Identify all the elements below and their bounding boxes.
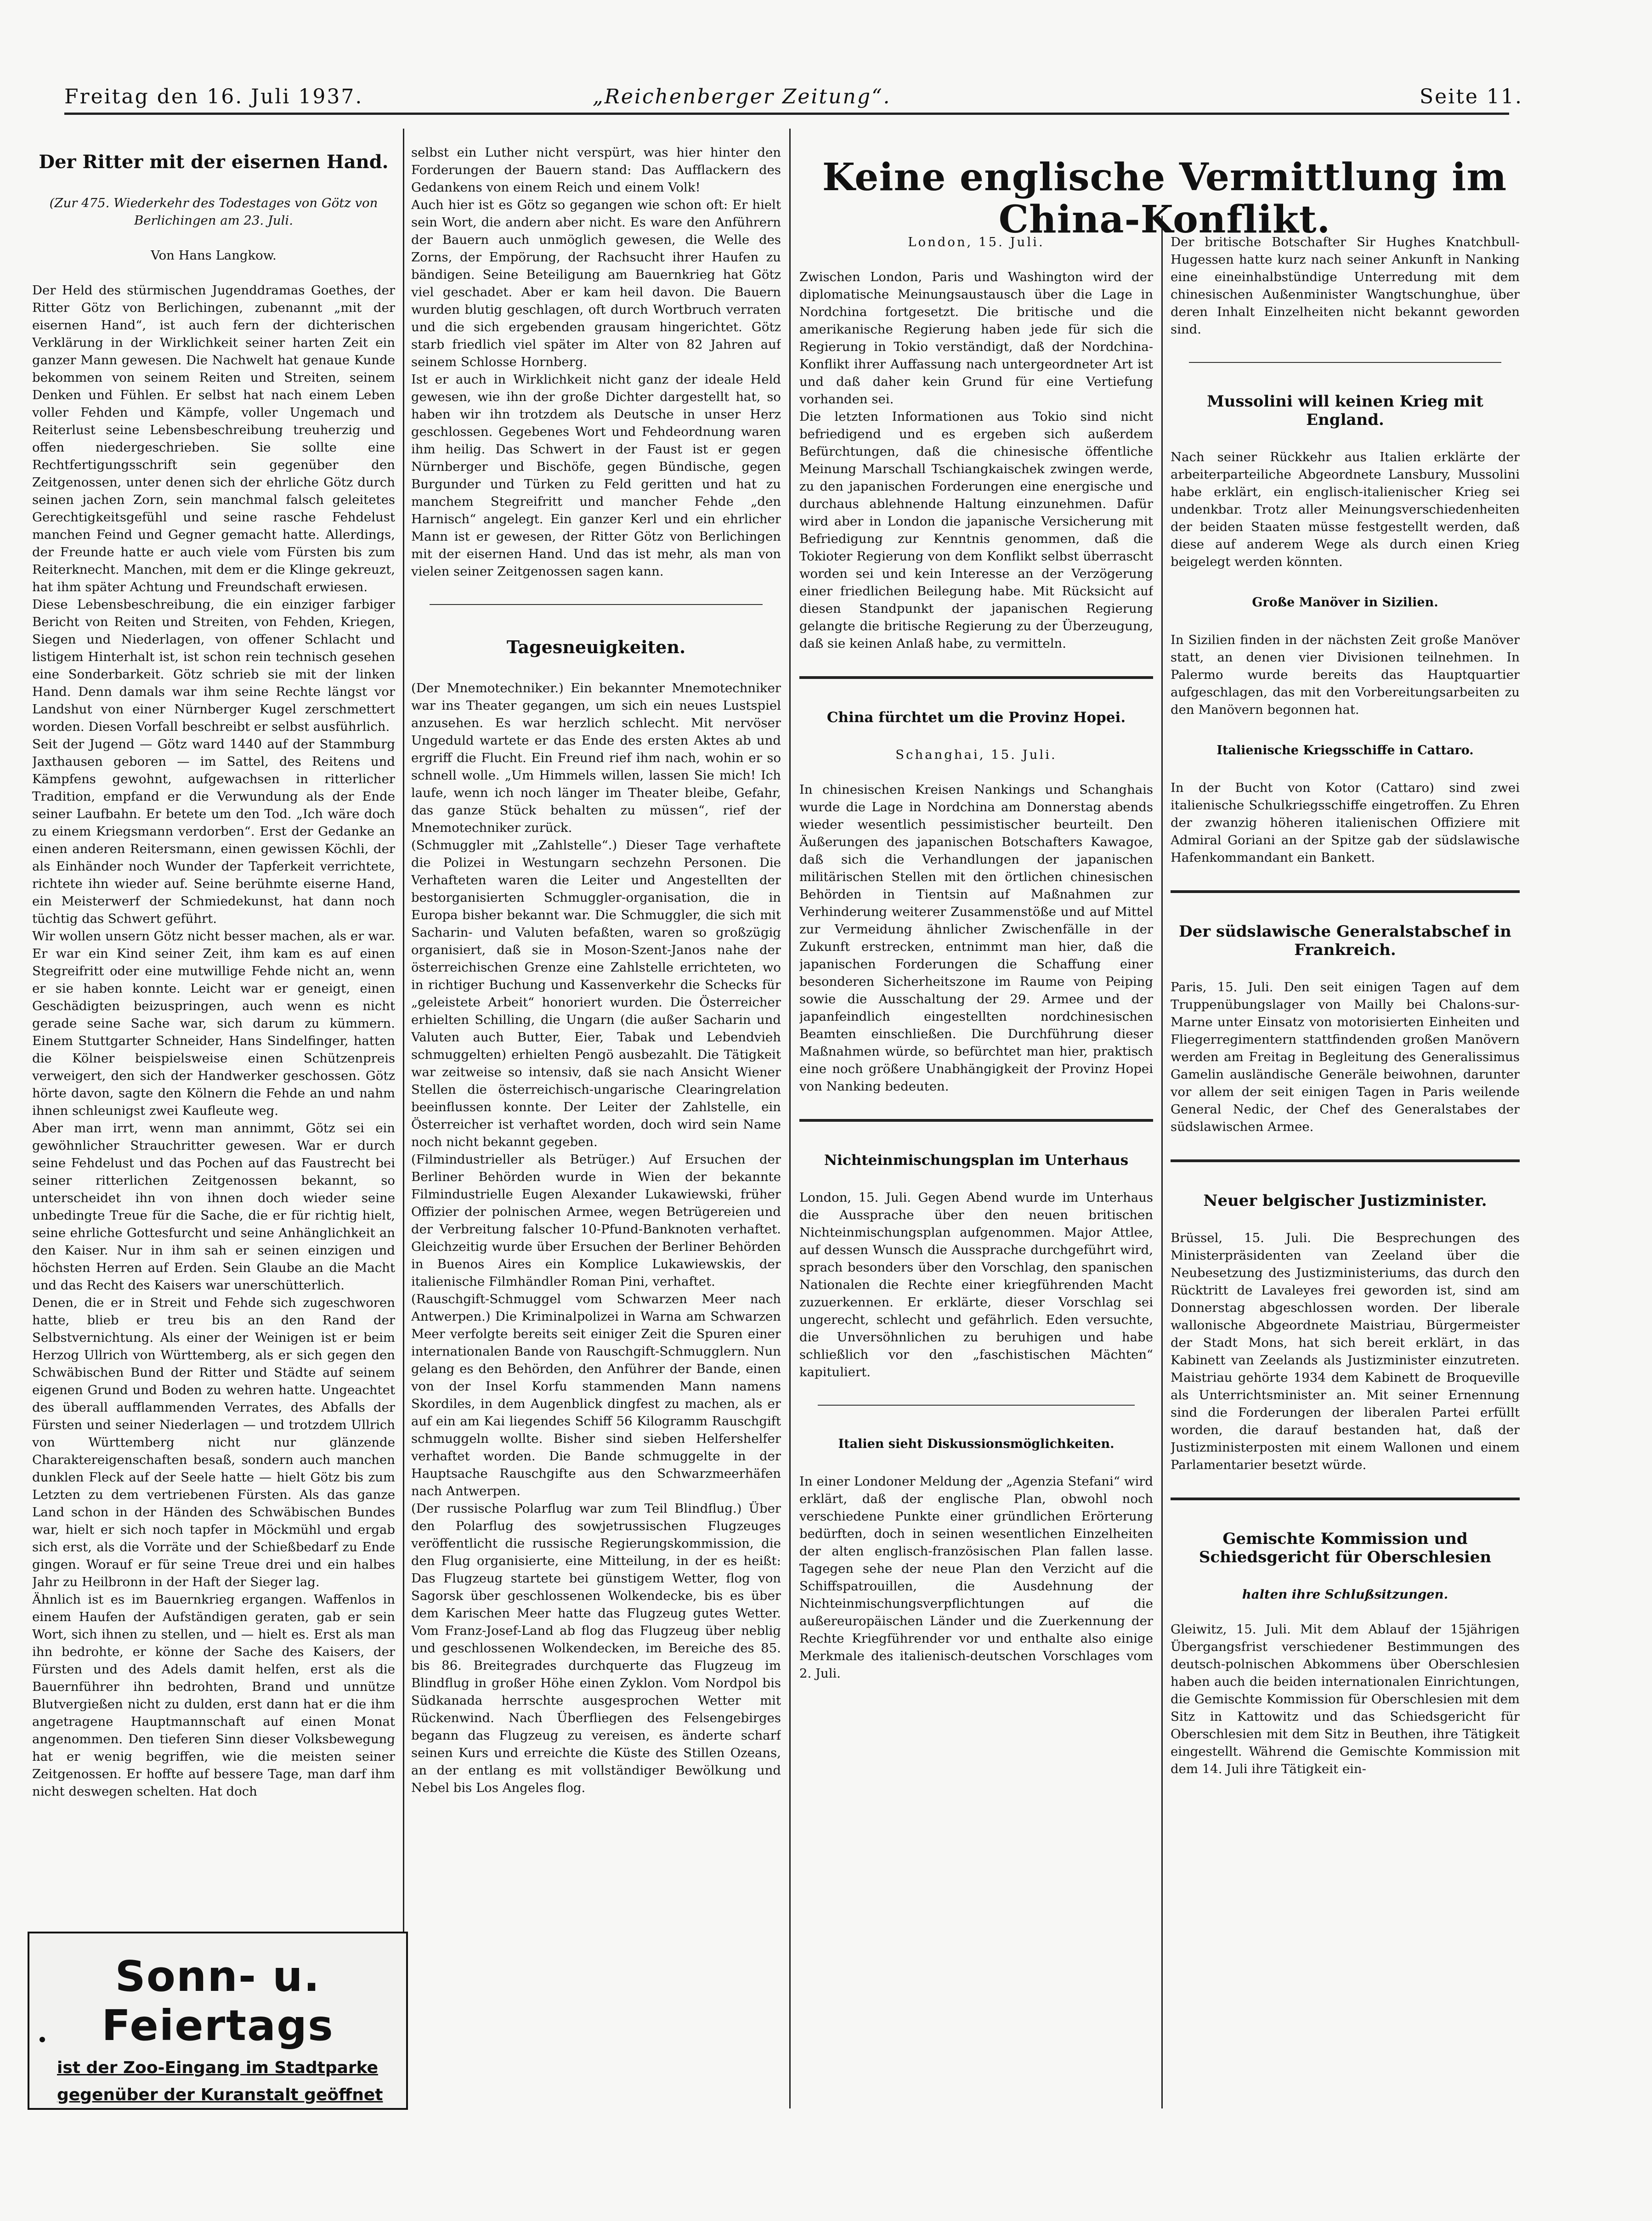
article-title: Italien sieht Diskussionsmöglichkeiten. xyxy=(838,1437,1115,1451)
divider xyxy=(818,1405,1135,1406)
divider xyxy=(799,1119,1153,1122)
article-title: Der südslawische Generalstabschef in Frankreich. xyxy=(1179,922,1511,959)
divider xyxy=(1171,890,1520,893)
header-rule xyxy=(64,113,1509,115)
article-body: In chinesischen Kreisen Nankings und Schanghais wurde die Lage in Nordchina am Donnerstag abends wieder wesentlich pessimistischer beurteilt. Den Äußerungen des japanischen Botschafters Kawagoe, daß sich die Verhandlungen der japanischen militärischen Stellen mit den örtlichen chinesischen Behörden in Tientsin auf Maßnahmen zur Verhinderung weiterer Zusammenstöße und auf Mittel zur Vermeidung ähnlicher Zwischenfälle in der Zukunft erstrecken, entnimmt man hier, daß die japanischen Forderungen die Schaffung einer besonderen Sicherheitszone im Raume von Peiping sowie die Ausschaltung der 29. Armee und der japanfeindlich eingestellten nordchinesischen Beamten einschließen. Die Durchführung dieser Maßnahmen würde, so befürchtet man hier, praktisch eine noch größere Unabhängigkeit der Provinz Hopei von Nanking bedeuten. xyxy=(799,782,1153,1094)
article-title: Gemischte Kommission und Schiedsgericht für Oberschlesien xyxy=(1199,1530,1492,1566)
article-body: In der Bucht von Kotor (Cattaro) sind zwei italienische Schulkriegsschiffe eingetroffen. Zu Ehren der zwanzig höheren italienischen Offiziere mit Admiral Goriani an der Spitze gab der südslawische Hafenkommandant ein Bankett. xyxy=(1171,780,1520,865)
article-subtitle: halten ihre Schlußsitzungen. xyxy=(1242,1587,1448,1602)
ad-line-1: ist der Zoo-Eingang im Stadtparke xyxy=(57,2058,379,2077)
column-4 xyxy=(1171,216,1520,2106)
divider xyxy=(1189,362,1501,363)
article-subtitle: (Zur 475. Wiederkehr des Todestages von Götz von Berlichingen am 23. Juli. xyxy=(49,196,378,228)
divider xyxy=(799,676,1153,679)
divider xyxy=(430,604,763,605)
column-3 xyxy=(799,216,1153,2106)
ad-title: Sonn- u. Feiertags xyxy=(102,1952,334,2050)
news-items: (Der Mnemotechniker.) Ein bekannter Mnemotechniker war ins Theater gegangen, um sich ein neues Lustspiel anzusehen. Es war herzlich schlecht. Mit nervöser Ungeduld wartete er das Ende des ersten Aktes ab und ergriff die Flucht. Ein Freund rief ihm nach, wohin er so schnell wolle. „Um Himmels willen, lassen Sie mich! Ich laufe, wenn ich noch länger im Theater bleibe, Gefahr, das ganze Stück behalten zu müssen“, rief der Mnemotechniker zurück. (Schmuggler mit „Zahlstelle“.) Dieser Tage verhaftete die Polizei in Westungarn sechzehn Personen. Die Verhafteten waren die Leiter und Angestellten der bestorganisierten Schmuggler-organisation, die in Europa bisher bekannt war. Die Schmuggler, die sich mit Sacharin- und Valuten befaßten, waren so großzügig organisiert, daß sie in Moson-Szent-Janos nahe der österreichischen Grenze eine Zahlstelle errichteten, wo in richtiger Buchung und Kassenverkehr die Schecks für „geleistete Arbeit“ honoriert wurden. Die Österreicher erhielten Schilling, die Ungarn (die außer Sacharin und Valuten auch Butter, Eier, Tabak und Lebendvieh schmuggelten) erhielten Pengö ausbezahlt. Die Tätigkeit war zeitweise so intensiv, daß sie nach Ansicht Wiener Stellen die österreichisch-ungarische Clearingrelation beeinflussen konnte. Der Leiter der Zahlstelle, ein Österreicher ist verhaftet worden, doch wird sein Name noch nicht bekannt gegeben. (Filmindustrieller als Betrüger.) Auf Ersuchen der Berliner Behörden wurde in Wien der bekannte Filmindustrielle Eugen Alexander Lukawiewski, früher Offizier der polnischen Armee, wegen Betrügereien und der Verbreitung falscher 10-Pfund-Banknoten verhaftet. Gleichzeitig wurde über Ersuchen der Berliner Behörden in Buenos Aires ein Komplice Lukawiewskis, der italienische Filmhändler Roman Pini, verhaftet. (Rauschgift-Schmuggel vom Schwarzen Meer nach Antwerpen.) Die Kriminalpolizei in Warna am Schwarzen Meer verfolgte bereits seit einiger Zeit die Spuren einer internationalen Bande von Rauschgift-Schmugglern. Nun gelang es den Behörden, den Anführer der Bande, einen von der Insel Korfu stammenden Mann namens Skordiles, in dem Augenblick dingfest zu machen, als er auf ein am Kai liegendes Schiff 56 Kilogramm Rauschgift schmuggeln wollte. Bisher sind sieben Helfershelfer verhaftet worden. Die Bande schmuggelte in der Hauptsache Rauschgifte aus den Schwarzmeerhäfen nach Antwerpen. (Der russische Polarflug war zum Teil Blindflug.) Über den Polarflug des sowjetrussischen Flugzeuges veröffentlicht die russische Regierungskommission, die den Flug organisierte, eine Mitteilung, in der es heißt: Das Flugzeug startete bei günstigem Wetter, flog von Sagorsk über geschlossenen Wolkendecke, bis es über dem Karischen Meer hatte das Flugzeug gutes Wetter. Vom Franz-Josef-Land ab flog das Flugzeug über neblig und geschlossenen Wolkendecken, im Bereiche des 85. bis 86. Breitegrades durchquerte das Flugzeug im Blindflug in großer Höhe einen Zyklon. Vom Nordpol bis Südkanada herrschte ausgesprochen Wetter mit Rückenwind. Nach Überfliegen des Felsengebirges begann das Flugzeug zu vereisen, es änderte scharf seinen Kurs und erreichte die Küste des Stillen Ozeans, an der entlang es mit vollständiger Bewölkung und Nebel bis Los Angeles flog. xyxy=(411,681,781,1795)
column-2 xyxy=(411,126,781,2106)
article-body: London, 15. Juli. Gegen Abend wurde im Unterhaus die Aussprache über den neuen britischen Nichteinmischungsplan aufgenommen. Major Attlee, auf dessen Wunsch die Aussprache durchgeführt wird, sprach besonders über den Vorschlag, den spanischen Nationalen die Rechte einer kriegführenden Macht zuzuerkennen. Er erklärte, dieser Vorschlag sei ungerecht, schlecht und gefährlich. Eden versuchte, die Unversöhnlichen zu beruhigen und habe schließlich vor den „faschistischen Mächten“ kapituliert. xyxy=(799,1190,1153,1379)
divider xyxy=(1171,1159,1520,1162)
article-body: Zwischen London, Paris und Washington wird der diplomatische Meinungsaustausch über die Lage in Nordchina fortgesetzt. Die britische und die amerikanische Regierung haben jede für sich die Regierung in Tokio verständigt, daß der Nordchina-Konflikt ihrer Auffassung nach untergeordneter Art ist und daß daher kein Grund für eine Vertiefung vorhanden sei. Die letzten Informationen aus Tokio sind nicht befriedigend und es ergeben sich außerdem Befürchtungen, daß die chinesische öffentliche Meinung Marschall Tschiangkaischek zwingen werde, zu den japanischen Forderungen eine energische und durchaus ablehnende Haltung einzunehmen. Dafür wird aber in London die japanische Versicherung mit Befriedigung zur Kenntnis genommen, daß die Tokioter Regierung von dem Konflikt selbst überrascht worden sei und kein Interesse an der Verzögerung einer friedlichen Beilegung habe. Mit Rücksicht auf diesen Standpunkt der japanischen Regierung gelangte die britische Regierung zu der Überzeugung, daß sie keinen Anlaß habe, zu vermitteln. xyxy=(799,270,1153,651)
bullet-icon xyxy=(40,2037,45,2042)
article-body: Der Held des stürmischen Jugenddramas Goethes, der Ritter Götz von Berlichingen, zubenannt „mit der eisernen Hand“, ist auch fern der dichterischen Verklärung in der Wirklichkeit seiner harten Zeit ein ganzer Mann gewesen. Die Nachwelt hat genaue Kunde bekommen von seinem Reiten und Streiten, seinem Denken und Fühlen. Er selbst hat nach einem Leben voller Fehden und Kämpfe, voller Ungemach und Reiterlust seine Lebensbeschreibung treuherzig und offen niedergeschrieben. Sie sollte eine Rechtfertigungsschrift sein gegenüber den Zeitgenossen, unter denen sich der ehrliche Götz durch seinen jachen Zorn, sein manchmal falsch geleitetes Gerechtigkeitsgefühl und seine rasche Fehdelust manchen Feind und Gegner gemacht hatte. Allerdings, der Freunde hatte er auch viele vom Fürsten bis zum Reiterknecht. Manchen, mit dem er die Klinge gekreuzt, hat ihm später Achtung und Freundschaft erwiesen. Diese Lebensbeschreibung, die ein einziger farbiger Bericht von Reiten und Streiten, von Fehden, Kriegen, Siegen und Niederlagen, von offener Schlacht und listigem Hinterhalt ist, ist schon rein technisch gesehen eine Sonderbarkeit. Götz schrieb sie mit der linken Hand. Denn damals war ihm seine Rechte längst vor Landshut von einer Nürnberger Kugel zerschmettert worden. Diesen Vorfall beschreibt er selbst ausführlich. Seit der Jugend — Götz ward 1440 auf der Stammburg Jaxthausen geboren — im Sattel, des Reitens und Kämpfens gewohnt, aufgewachsen in ritterlicher Tradition, empfand er die Verwundung als der Ende seiner Laufbahn. Er betete um den Tod. „Ich wäre doch zu einem Kriegsmann verdorben“. Erst der Gedanke an einen anderen Reitersmann, einen gewissen Köchli, der als Einhänder noch Wunder der Tapferkeit verrichtete, richtete ihn wieder auf. Seine berühmte eiserne Hand, ein Meisterwerf der Schmiedekunst, hat dann noch tüchtig das Schwert geführt. Wir wollen unsern Götz nicht besser machen, als er war. Er war ein Kind seiner Zeit, ihm kam es auf einen Stegreifritt oder eine mutwillige Fehde nicht an, wenn er sie haben konnte. Leicht war er geneigt, einen Geschädigten beizuspringen, auch wenn es nicht gerade seine Sache war, sich darum zu kümmern. Einem Stuttgarter Schneider, Hans Sindelfinger, hatten die Kölner beispielsweise einen Schützenpreis verweigert, den sich der Handwerker geschossen. Götz hörte davon, sagte den Kölnern die Fehde an und nahm ihnen schleunigst zwei Kaufleute weg. Aber man irrt, wenn man annimmt, Götz sei ein gewöhnlicher Strauchritter gewesen. War er durch seine Fehdelust und das Pochen auf das Faustrecht bei seiner ritterlichen Zeitgenossen bekannt, so unterscheidet ihn von ihnen doch wieder seine unbedingte Treue für die Sache, die er für richtig hielt, seine ehrliche Gottesfurcht und seine Anhänglichkeit an den Kaiser. Nur in ihm sah er seinen einzigen und höchsten Herren auf Erden. Sein Glaube an die Macht und das Recht des Kaisers war unerschütterlich. Denen, die er in Streit und Fehde sich zugeschworen hatte, blieb er treu bis an den Rand der Selbstvernichtung. Als einer der Weinigen ist er beim Herzog Ullrich von Württemberg, als er sich gegen den Schwäbischen Bund der Ritter und Städte auf seinem eigenen Grund und Boden zu wehren hatte. Ungeachtet des überall aufflammenden Verrates, des Abfalls der Fürsten und seiner Niederlagen — und trotzdem Ullrich von Württemberg nicht nur glänzende Charaktereigenschaften besaß, sondern auch manchen dunklen Fleck auf der Seele hatte — hielt Götz bis zum Letzten zu dem vertriebenen Fürsten. Als das ganze Land schon in der Händen des Schwäbischen Bundes war, hielt er sich noch tapfer in Möckmühl und ergab sich erst, als die Vorräte und der Schießbedarf zu Ende gingen. Worauf er für seine Treue drei und ein halbes Jahr zu Heilbronn in der Haft der Sieger lag. Ähnlich ist es im Bauernkrieg ergangen. Waffenlos in einem Haufen der Aufständigen geraten, gab er sein Wort, sich ihnen zu stellen, und — hielt es. Erst als man ihn bedrohte, er könne der Sache des Kaisers, der Fürsten und des Adels damit helfen, erst als die Bauernführer ihn bedrohten, Brand und unnütze Blutvergießen nicht zu dulden, erst dann hat er die ihm angetragene Hauptmannschaft auf einen Monat angenommen. Den tieferen Sinn dieser Volksbewegung hat er wenig begriffen, wie die meisten seiner Zeitgenossen. Er hoffte auf bessere Tage, man darf ihm nicht deswegen schelten. Hat doch xyxy=(32,283,395,1799)
article-title: Der Ritter mit der eisernen Hand. xyxy=(39,151,389,173)
header-page-number: Seite 11. xyxy=(1420,85,1523,108)
advertisement xyxy=(28,1932,408,2110)
dateline: Schanghai, 15. Juli. xyxy=(895,747,1057,762)
column-rule-2 xyxy=(789,129,791,2108)
article-title: Nichteinmischungsplan im Unterhaus xyxy=(824,1152,1129,1169)
column-rule-1 xyxy=(403,129,404,2108)
header-date: Freitag den 16. Juli 1937. xyxy=(64,85,363,108)
article-author: Von Hans Langkow. xyxy=(151,248,277,263)
article-body: In Sizilien finden in der nächsten Zeit große Manöver statt, an denen vier Divisionen teilnehmen. In Palermo wurde bereits das Hauptquartier aufgeschlagen, das mit den Vorbereitungsarbeiten zu den Manövern begonnen hat. xyxy=(1171,633,1520,717)
article-body: Paris, 15. Juli. Den seit einigen Tagen auf dem Truppenübungslager von Mailly bei Chalons-sur-Marne unter Einsatz von motorisierten Einheiten und Fliegerregimentern stattfindenden großen Manövern werden am Freitag in Begleitung des Generalissimus Gamelin ausländische Generäle beiwohnen, darunter vor allem der seit einigen Tagen in Paris weilende General Nedic, der Chef des Generalstabes der südslawischen Armee. xyxy=(1171,980,1520,1134)
article-body: In einer Londoner Meldung der „Agenzia Stefani“ wird erklärt, daß der englische Plan, obwohl noch verschiedene Punkte einer gründlichen Erörterung bedürften, doch in seinen wesentlichen Einzelheiten der alten englisch-französischen Plan fallen lasse. Tagegen sehe der neue Plan den Verzicht auf die Schiffspatrouillen, die Ausdehnung der Nichteinmischungsverpflichtungen auf die außereuropäischen Länder und die Zuerkennung der Rechte Kriegführender vor und enthalte also einige Merkmale des italienisch-deutschen Vorschlages vom 2. Juli. xyxy=(799,1474,1153,1681)
article-title: China fürchtet um die Provinz Hopei. xyxy=(826,709,1126,726)
article-continuation: selbst ein Luther nicht verspürt, was hier hinter den Forderungen der Bauern stand: Das Aufflackern des Gedankens von einem Reich und einem Volk! Auch hier ist es Götz so gegangen wie schon oft: Er hielt sein Wort, die andern aber nicht. Es ware den Anführern der Bauern auch unmöglich gewesen, die Welle des Zorns, der Empörung, der Rachsucht ihrer Haufen zu bändigen. Seine Beteiligung am Bauernkrieg hat Götz viel geschadet. Aber er kam heil davon. Die Bauern wurden blutig geschlagen, oft durch Wortbruch verraten und die sich ergebenden grausam hingerichtet. Götz starb friedlich viel später im Alter von 82 Jahren auf seinem Schlosse Hornberg. Ist er auch in Wirklichkeit nicht ganz der ideale Held gewesen, wie ihn der große Dichter dargestellt hat, so haben wir ihn trotzdem als Deutsche in unser Herz geschlossen. Gegebenes Wort und Fehdeordnung waren ihm heilig. Das Schwert in der Faust ist er gegen Nürnberger und Bischöfe, gegen Bündische, gegen Burgunder und Türken zu Feld geritten und hat zu manchem Stegreifritt und mancher Fehde „den Harnisch“ angelegt. Ein ganzer Kerl und ein ehrlicher Mann ist er gewesen, der Ritter Götz von Berlichingen mit der eisernen Hand. Und das ist mehr, als man von vielen seiner Zeitgenossen sagen kann. xyxy=(411,145,781,579)
section-heading: Tagesneuigkeiten. xyxy=(506,637,686,657)
column-rule-3 xyxy=(1161,216,1163,2108)
article-body: Brüssel, 15. Juli. Die Besprechungen des Ministerpräsidenten van Zeeland über die Neubesetzung des Justizministeriums, das durch den Rücktritt de Lavaleyes frei geworden ist, sind am Donnerstag abgeschlossen worden. Der liberale wallonische Abgeordnete Maistriau, Bürgermeister der Stadt Mons, hat sich bereit erklärt, in das Kabinett van Zeelands als Justizminister einzutreten. Maistriau gehörte 1934 dem Kabinett de Broqueville als Unterrichtsminister an. Mit seiner Ernennung sind die Forderungen der liberalen Partei erfüllt worden, die darauf bestanden hat, daß der Justizministerposten mit einem Wallonen und einem Parlamentarier besetzt würde. xyxy=(1171,1231,1520,1472)
divider xyxy=(1171,1498,1520,1500)
dateline: London, 15. Juli. xyxy=(908,235,1045,249)
article-body: Gleiwitz, 15. Juli. Mit dem Ablauf der 15jährigen Übergangsfrist verschiedener Bestimmungen des deutsch-polnischen Abkommens über Oberschlesien haben auch die beiden internationalen Einrichtungen, die Gemischte Kommission für Oberschlesien mit dem Sitz in Kattowitz und das Schiedsgericht für Oberschlesien mit dem Sitz in Beuthen, ihre Tätigkeit eingestellt. Während die Gemischte Kommission mit dem 14. Juli ihre Tätigkeit ein- xyxy=(1171,1622,1520,1776)
header-paper-name: „Reichenberger Zeitung“. xyxy=(593,85,891,108)
article-body: Der britische Botschafter Sir Hughes Knatchbull-Hugessen hatte kurz nach seiner Ankunft in Nanking eine eineinhalbstündige Unterredung mit dem chinesischen Außenminister Wangtschunghue, über deren Inhalt Einzelheiten nicht bekannt geworden sind. xyxy=(1171,235,1520,337)
article-title: Neuer belgischer Justizminister. xyxy=(1203,1192,1487,1210)
ad-line-2: gegenüber der Kuranstalt geöffnet xyxy=(57,2085,383,2104)
article-title: Große Manöver in Sizilien. xyxy=(1252,595,1438,610)
article-title: Italienische Kriegsschiffe in Cattaro. xyxy=(1216,743,1474,757)
headline-banner: Keine englische Vermittlung im China-Konflikt. xyxy=(822,155,1507,242)
article-title: Mussolini will keinen Krieg mit England. xyxy=(1207,392,1483,429)
column-1 xyxy=(32,126,395,1918)
article-body: Nach seiner Rückkehr aus Italien erklärte der arbeiterparteiliche Abgeordnete Lansbury, Mussolini habe erklärt, ein englisch-italienischer Krieg sei undenkbar. Trotz aller Meinungsverschiedenheiten der beiden Staaten müsse festgestellt werden, daß diese auf anderem Wege als durch einen Krieg beigelegt werden könnten. xyxy=(1171,450,1520,569)
